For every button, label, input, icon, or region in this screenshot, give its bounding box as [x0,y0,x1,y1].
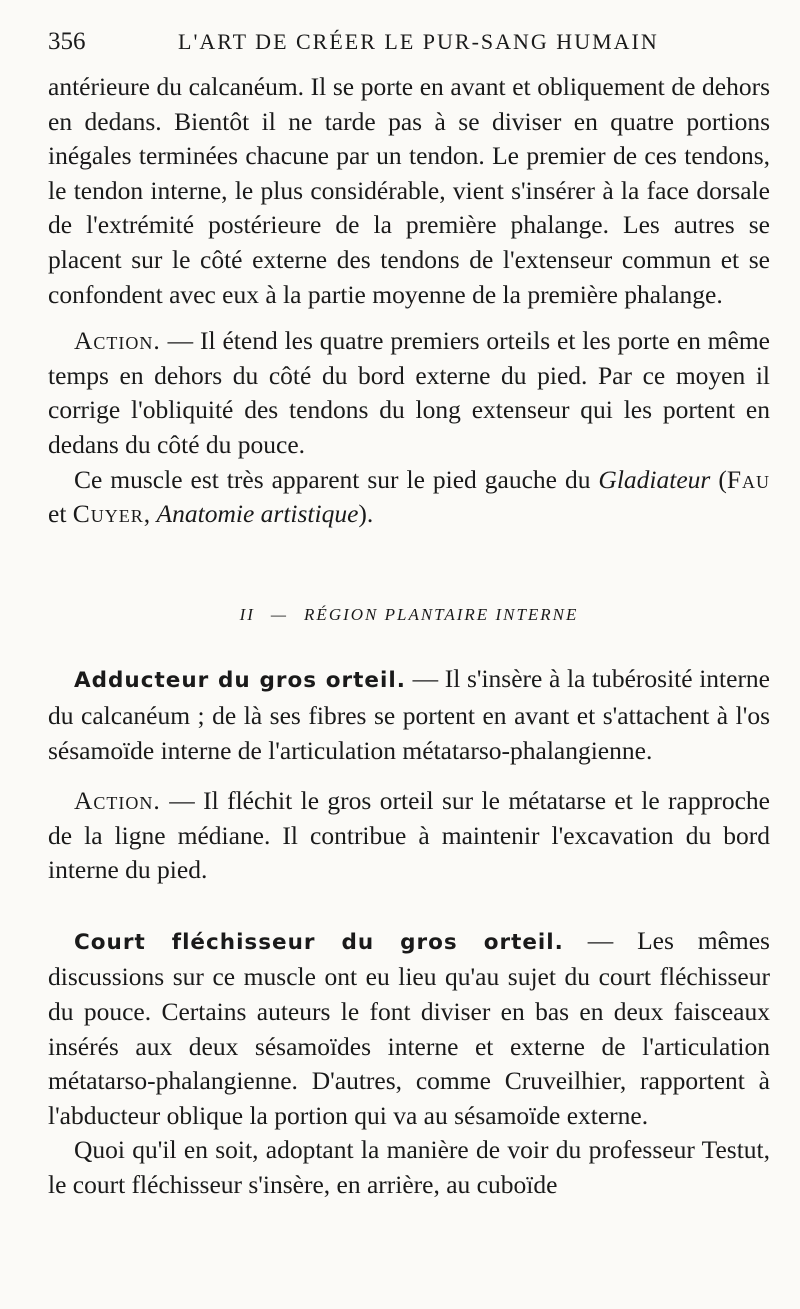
paragraph-text: — Il fléchit le gros orteil sur le métatarse et le rapproche de la ligne médiane. Il contribue à maintenir l'excavation du bord interne du pied. [48,786,770,885]
paragraph-text: Ce muscle est très apparent sur le pied gauche du [74,464,599,494]
paragraph-gladiator-reference [48,463,770,532]
section-dash: — [270,604,289,624]
paragraph-text: ). [358,499,374,529]
paragraph-action-extensor [48,324,770,462]
section-heading [48,598,770,633]
page-body [48,70,770,1203]
paragraph-text: ( [710,464,727,494]
paragraph-adductor [48,662,770,768]
section-title: RÉGION PLANTAIRE INTERNE [304,604,579,624]
muscle-name-adducteur: Adducteur du gros orteil. [74,668,406,694]
author-cuyer: Cuyer [72,499,144,529]
author-fau: Fau [726,464,770,494]
action-label: Action. [74,786,161,816]
action-label: Action. [74,326,161,356]
italic-gladiateur: Gladiateur [598,464,711,494]
running-title: L'ART DE CRÉER LE PUR-SANG HUMAIN [178,29,659,54]
page-number: 356 [48,28,86,55]
paragraph-text: , [143,499,157,529]
muscle-name-court-flechisseur: Court fléchisseur du gros orteil. [74,929,564,955]
paragraph-text: et [48,499,73,529]
paragraph-action-adductor [48,784,770,888]
paragraph-testut: Quoi qu'il en soit, adoptant la manière de voir du professeur Testut, le court fléchisseur s'insère, en arrière, au cuboïde [48,1135,770,1200]
running-header [48,28,770,70]
paragraph-text: — Les mêmes discussions sur ce muscle ont eu lieu qu'au sujet du court fléchisseur du pouce. Certains auteurs le font diviser en bas en deux faisceaux insérés aux deux sésamoïdes interne et externe de l'articulation métatarso-phalangienne. D'autres, comme Cruveilhier, rapportent à l'abducteur oblique la portion qui va au sésamoïde externe. [48,925,770,1130]
paragraph-text: — Il étend les quatre premiers orteils et les porte en même temps en dehors du côté du bord externe du pied. Par ce moyen il corrige l'obliquité des tendons du long extenseur qui les portent en dedans du côté du pouce. [48,326,770,459]
paragraph-continuation: antérieure du calcanéum. Il se porte en avant et obliquement de dehors en dedans. Bientôt il ne tarde pas à se diviser en quatre portions inégales terminées chacune par un tendon. Le premier de ces tendons, le tendon interne, le plus considérable, vient s'insérer à la face dorsale de l'extrémité postérieure de la première phalange. Les autres se placent sur le côté externe des tendons de l'extenseur commun et se confondent avec eux à la partie moyenne de la première phalange. [48,72,770,309]
section-numeral: II [239,604,255,624]
book-page [48,28,770,1203]
italic-book-title: Anatomie artistique [156,499,359,529]
paragraph-text: — Il s'insère à la tubérosité interne du calcanéum ; de là ses fibres se portent en avant et s'attachent à l'os sésamoïde interne de l'articulation métatarso-phalangienne. [48,664,771,765]
paragraph-short-flexor [48,924,770,1134]
